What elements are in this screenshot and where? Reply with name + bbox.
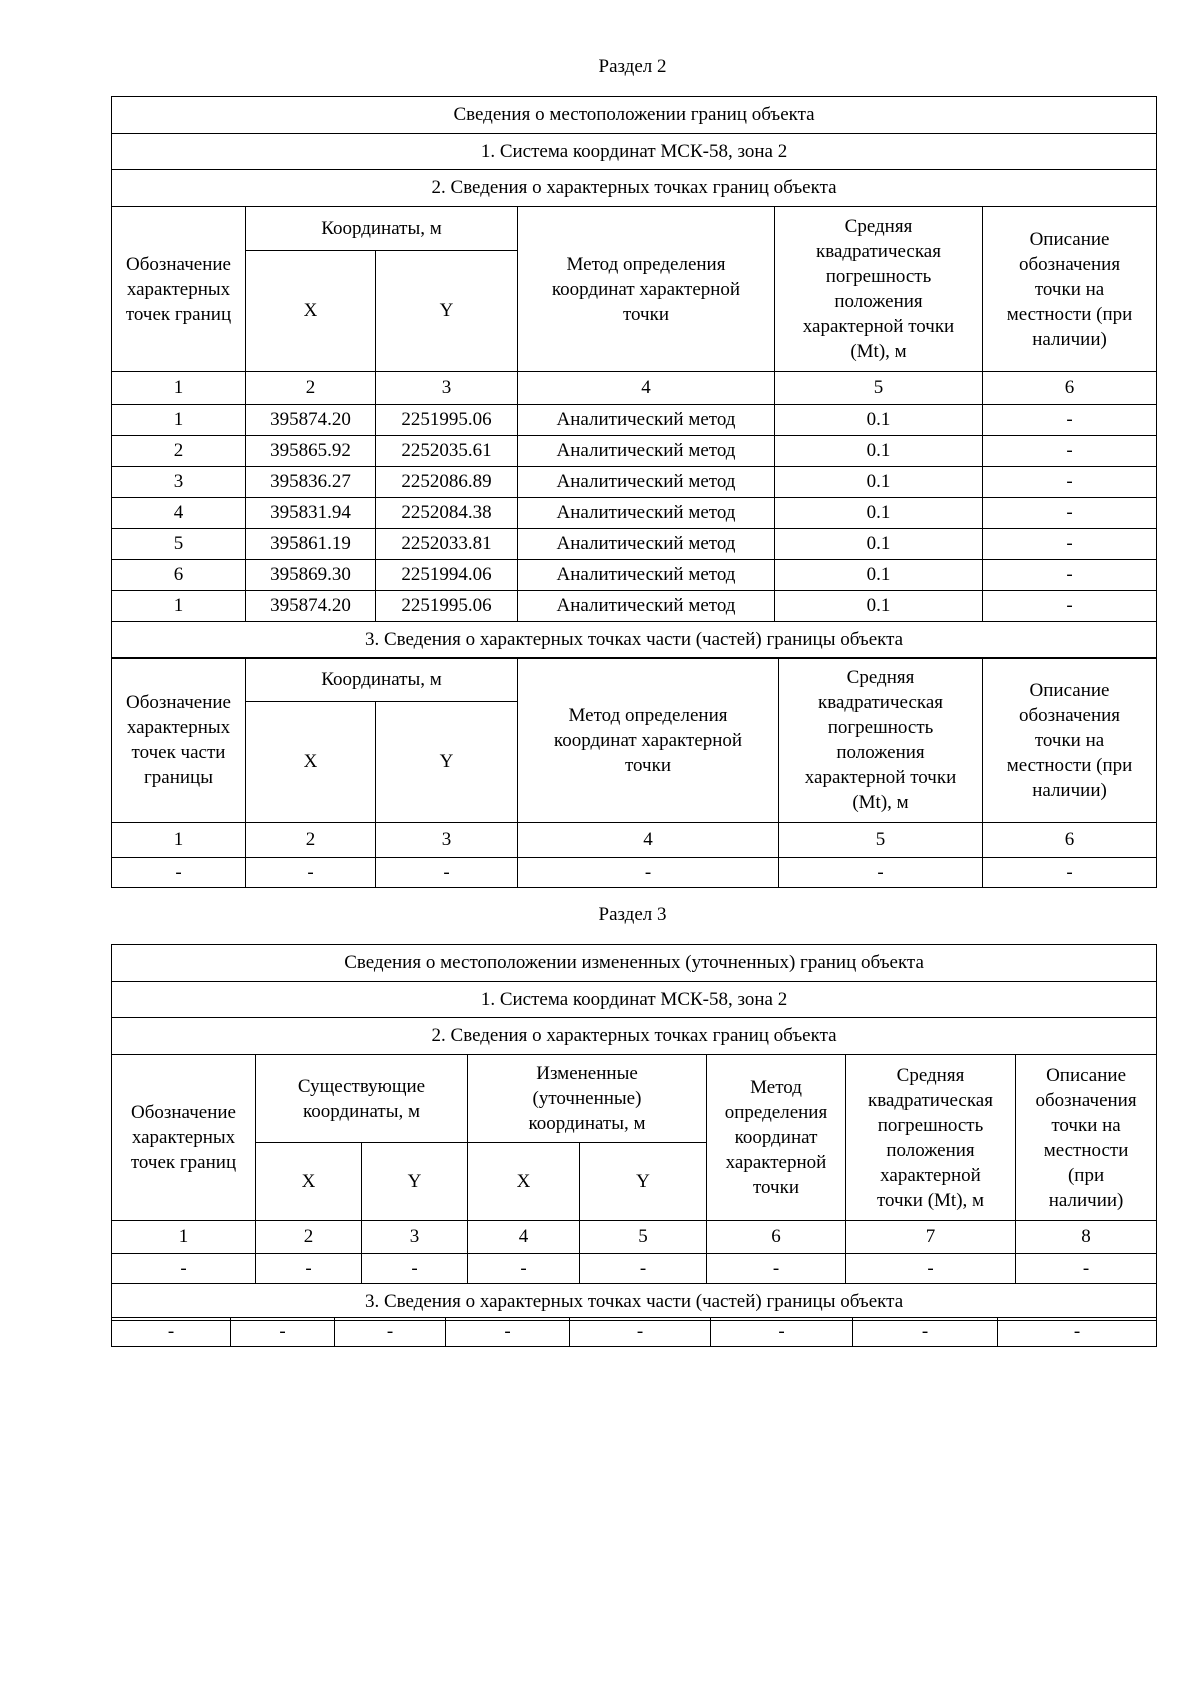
cell-empty: - (246, 858, 376, 888)
cell-method: Аналитический метод (518, 467, 775, 498)
header-y: Y (376, 251, 518, 372)
parts-header-method: Метод определения координат характерной точки (518, 658, 779, 823)
header-description: Описание обозначения точки на местности (при наличии) (983, 207, 1157, 372)
cell-designation: 4 (112, 498, 246, 529)
s3-column-numbers-row (112, 1221, 1157, 1254)
section3-subsection-parts: 3. Сведения о характерных точках части (частей) границы объекта (112, 1284, 1157, 1321)
table-row (112, 1318, 1157, 1347)
cell-description: - (983, 591, 1157, 622)
cell-y: 2252086.89 (376, 467, 518, 498)
s3-header-description: Описание обозначения точки на местности (при наличии) (1016, 1055, 1157, 1221)
cell-x: 395869.30 (246, 560, 376, 591)
header-coordinates: Координаты, м (246, 207, 518, 251)
header-error: Средняя квадратическая погрешность положения характерной точки (Mt), м (775, 207, 983, 372)
cell-method: Аналитический метод (518, 498, 775, 529)
col-number: 5 (580, 1221, 707, 1254)
table-row (112, 467, 1157, 498)
cell-method: Аналитический метод (518, 591, 775, 622)
cell-empty: - (779, 858, 983, 888)
section3-table (111, 944, 1157, 1321)
section2-subsection-parts: 3. Сведения о характерных точках части (частей) границы объекта (112, 622, 1157, 659)
cell-error: 0.1 (775, 591, 983, 622)
cell-designation: 5 (112, 529, 246, 560)
cell-empty: - (570, 1318, 711, 1347)
cell-x: 395865.92 (246, 436, 376, 467)
col-number: 6 (707, 1221, 846, 1254)
section2-coord-system: 1. Система координат МСК-58, зона 2 (112, 134, 1157, 170)
cell-designation: 1 (112, 405, 246, 436)
parts-header-coordinates: Координаты, м (246, 658, 518, 702)
s3-header-designation: Обозначение характерных точек границ (112, 1055, 256, 1221)
cell-empty: - (376, 858, 518, 888)
col-number: 2 (256, 1221, 362, 1254)
cell-x: 395831.94 (246, 498, 376, 529)
col-number: 7 (846, 1221, 1016, 1254)
cell-empty: - (707, 1254, 846, 1284)
cell-empty: - (983, 858, 1157, 888)
cell-empty: - (711, 1318, 853, 1347)
section3-parts-table (111, 1317, 1157, 1347)
col-number: 6 (983, 823, 1157, 858)
cell-empty: - (518, 858, 779, 888)
cell-designation: 1 (112, 591, 246, 622)
parts-header-x: X (246, 702, 376, 823)
cell-y: 2252033.81 (376, 529, 518, 560)
section3-coord-system: 1. Система координат МСК-58, зона 2 (112, 982, 1157, 1018)
cell-y: 2252084.38 (376, 498, 518, 529)
parts-header-description: Описание обозначения точки на местности (при наличии) (983, 658, 1157, 823)
parts-header-designation: Обозначение характерных точек части границы (112, 658, 246, 823)
table-row (112, 436, 1157, 467)
cell-empty: - (231, 1318, 335, 1347)
cell-y: 2251994.06 (376, 560, 518, 591)
col-number: 4 (518, 372, 775, 405)
section2-subsection-points: 2. Сведения о характерных точках границ объекта (112, 170, 1157, 207)
cell-method: Аналитический метод (518, 529, 775, 560)
cell-empty: - (446, 1318, 570, 1347)
cell-error: 0.1 (775, 467, 983, 498)
cell-y: 2251995.06 (376, 405, 518, 436)
cell-description: - (983, 405, 1157, 436)
col-number: 5 (775, 372, 983, 405)
cell-designation: 6 (112, 560, 246, 591)
col-number: 1 (112, 372, 246, 405)
cell-method: Аналитический метод (518, 436, 775, 467)
table-row (112, 858, 1157, 888)
table-row (112, 405, 1157, 436)
s3-header-error: Средняя квадратическая погрешность положения характерной точки (Mt), м (846, 1055, 1016, 1221)
section2-parts-table (111, 657, 1157, 888)
cell-empty: - (112, 1254, 256, 1284)
cell-x: 395874.20 (246, 591, 376, 622)
section2-table (111, 96, 1157, 659)
col-number: 2 (246, 823, 376, 858)
cell-description: - (983, 560, 1157, 591)
col-number: 4 (518, 823, 779, 858)
s3-header-y-existing: Y (362, 1143, 468, 1221)
section3-table-title: Сведения о местоположении измененных (уточненных) границ объекта (112, 945, 1157, 982)
section3-title: Раздел 3 (598, 904, 667, 925)
col-number: 3 (376, 823, 518, 858)
table-row (112, 529, 1157, 560)
cell-empty: - (853, 1318, 998, 1347)
cell-error: 0.1 (775, 529, 983, 560)
s3-header-existing: Существующие координаты, м (256, 1055, 468, 1143)
cell-x: 395836.27 (246, 467, 376, 498)
col-number: 3 (376, 372, 518, 405)
cell-empty: - (112, 858, 246, 888)
cell-empty: - (1016, 1254, 1157, 1284)
section2-title: Раздел 2 (598, 56, 667, 77)
s3-header-y-changed: Y (580, 1143, 707, 1221)
col-number: 6 (983, 372, 1157, 405)
table-row (112, 591, 1157, 622)
header-x: X (246, 251, 376, 372)
cell-error: 0.1 (775, 436, 983, 467)
col-number: 5 (779, 823, 983, 858)
cell-error: 0.1 (775, 405, 983, 436)
cell-y: 2251995.06 (376, 591, 518, 622)
col-number: 4 (468, 1221, 580, 1254)
cell-empty: - (362, 1254, 468, 1284)
parts-header-y: Y (376, 702, 518, 823)
cell-description: - (983, 467, 1157, 498)
column-numbers-row (112, 372, 1157, 405)
section2-table-title: Сведения о местоположении границ объекта (112, 97, 1157, 134)
cell-empty: - (846, 1254, 1016, 1284)
table-row (112, 498, 1157, 529)
cell-empty: - (112, 1318, 231, 1347)
col-number: 3 (362, 1221, 468, 1254)
cell-designation: 3 (112, 467, 246, 498)
cell-x: 395861.19 (246, 529, 376, 560)
s3-header-method: Метод определения координат характерной точки (707, 1055, 846, 1221)
parts-column-numbers-row (112, 823, 1157, 858)
cell-empty: - (256, 1254, 362, 1284)
cell-method: Аналитический метод (518, 405, 775, 436)
cell-designation: 2 (112, 436, 246, 467)
table-row (112, 1254, 1157, 1284)
cell-description: - (983, 529, 1157, 560)
s3-header-x-existing: X (256, 1143, 362, 1221)
cell-empty: - (998, 1318, 1157, 1347)
header-designation: Обозначение характерных точек границ (112, 207, 246, 372)
cell-error: 0.1 (775, 498, 983, 529)
cell-empty: - (580, 1254, 707, 1284)
section3-subsection-points: 2. Сведения о характерных точках границ объекта (112, 1018, 1157, 1055)
col-number: 2 (246, 372, 376, 405)
col-number: 1 (112, 1221, 256, 1254)
points-rows (112, 405, 1157, 622)
cell-x: 395874.20 (246, 405, 376, 436)
parts-header-error: Средняя квадратическая погрешность положения характерной точки (Mt), м (779, 658, 983, 823)
header-method: Метод определения координат характерной точки (518, 207, 775, 372)
cell-empty: - (468, 1254, 580, 1284)
cell-description: - (983, 436, 1157, 467)
col-number: 8 (1016, 1221, 1157, 1254)
cell-method: Аналитический метод (518, 560, 775, 591)
cell-empty: - (335, 1318, 446, 1347)
cell-y: 2252035.61 (376, 436, 518, 467)
col-number: 1 (112, 823, 246, 858)
s3-header-x-changed: X (468, 1143, 580, 1221)
table-row (112, 560, 1157, 591)
cell-description: - (983, 498, 1157, 529)
s3-header-changed: Измененные (уточненные) координаты, м (468, 1055, 707, 1143)
cell-error: 0.1 (775, 560, 983, 591)
